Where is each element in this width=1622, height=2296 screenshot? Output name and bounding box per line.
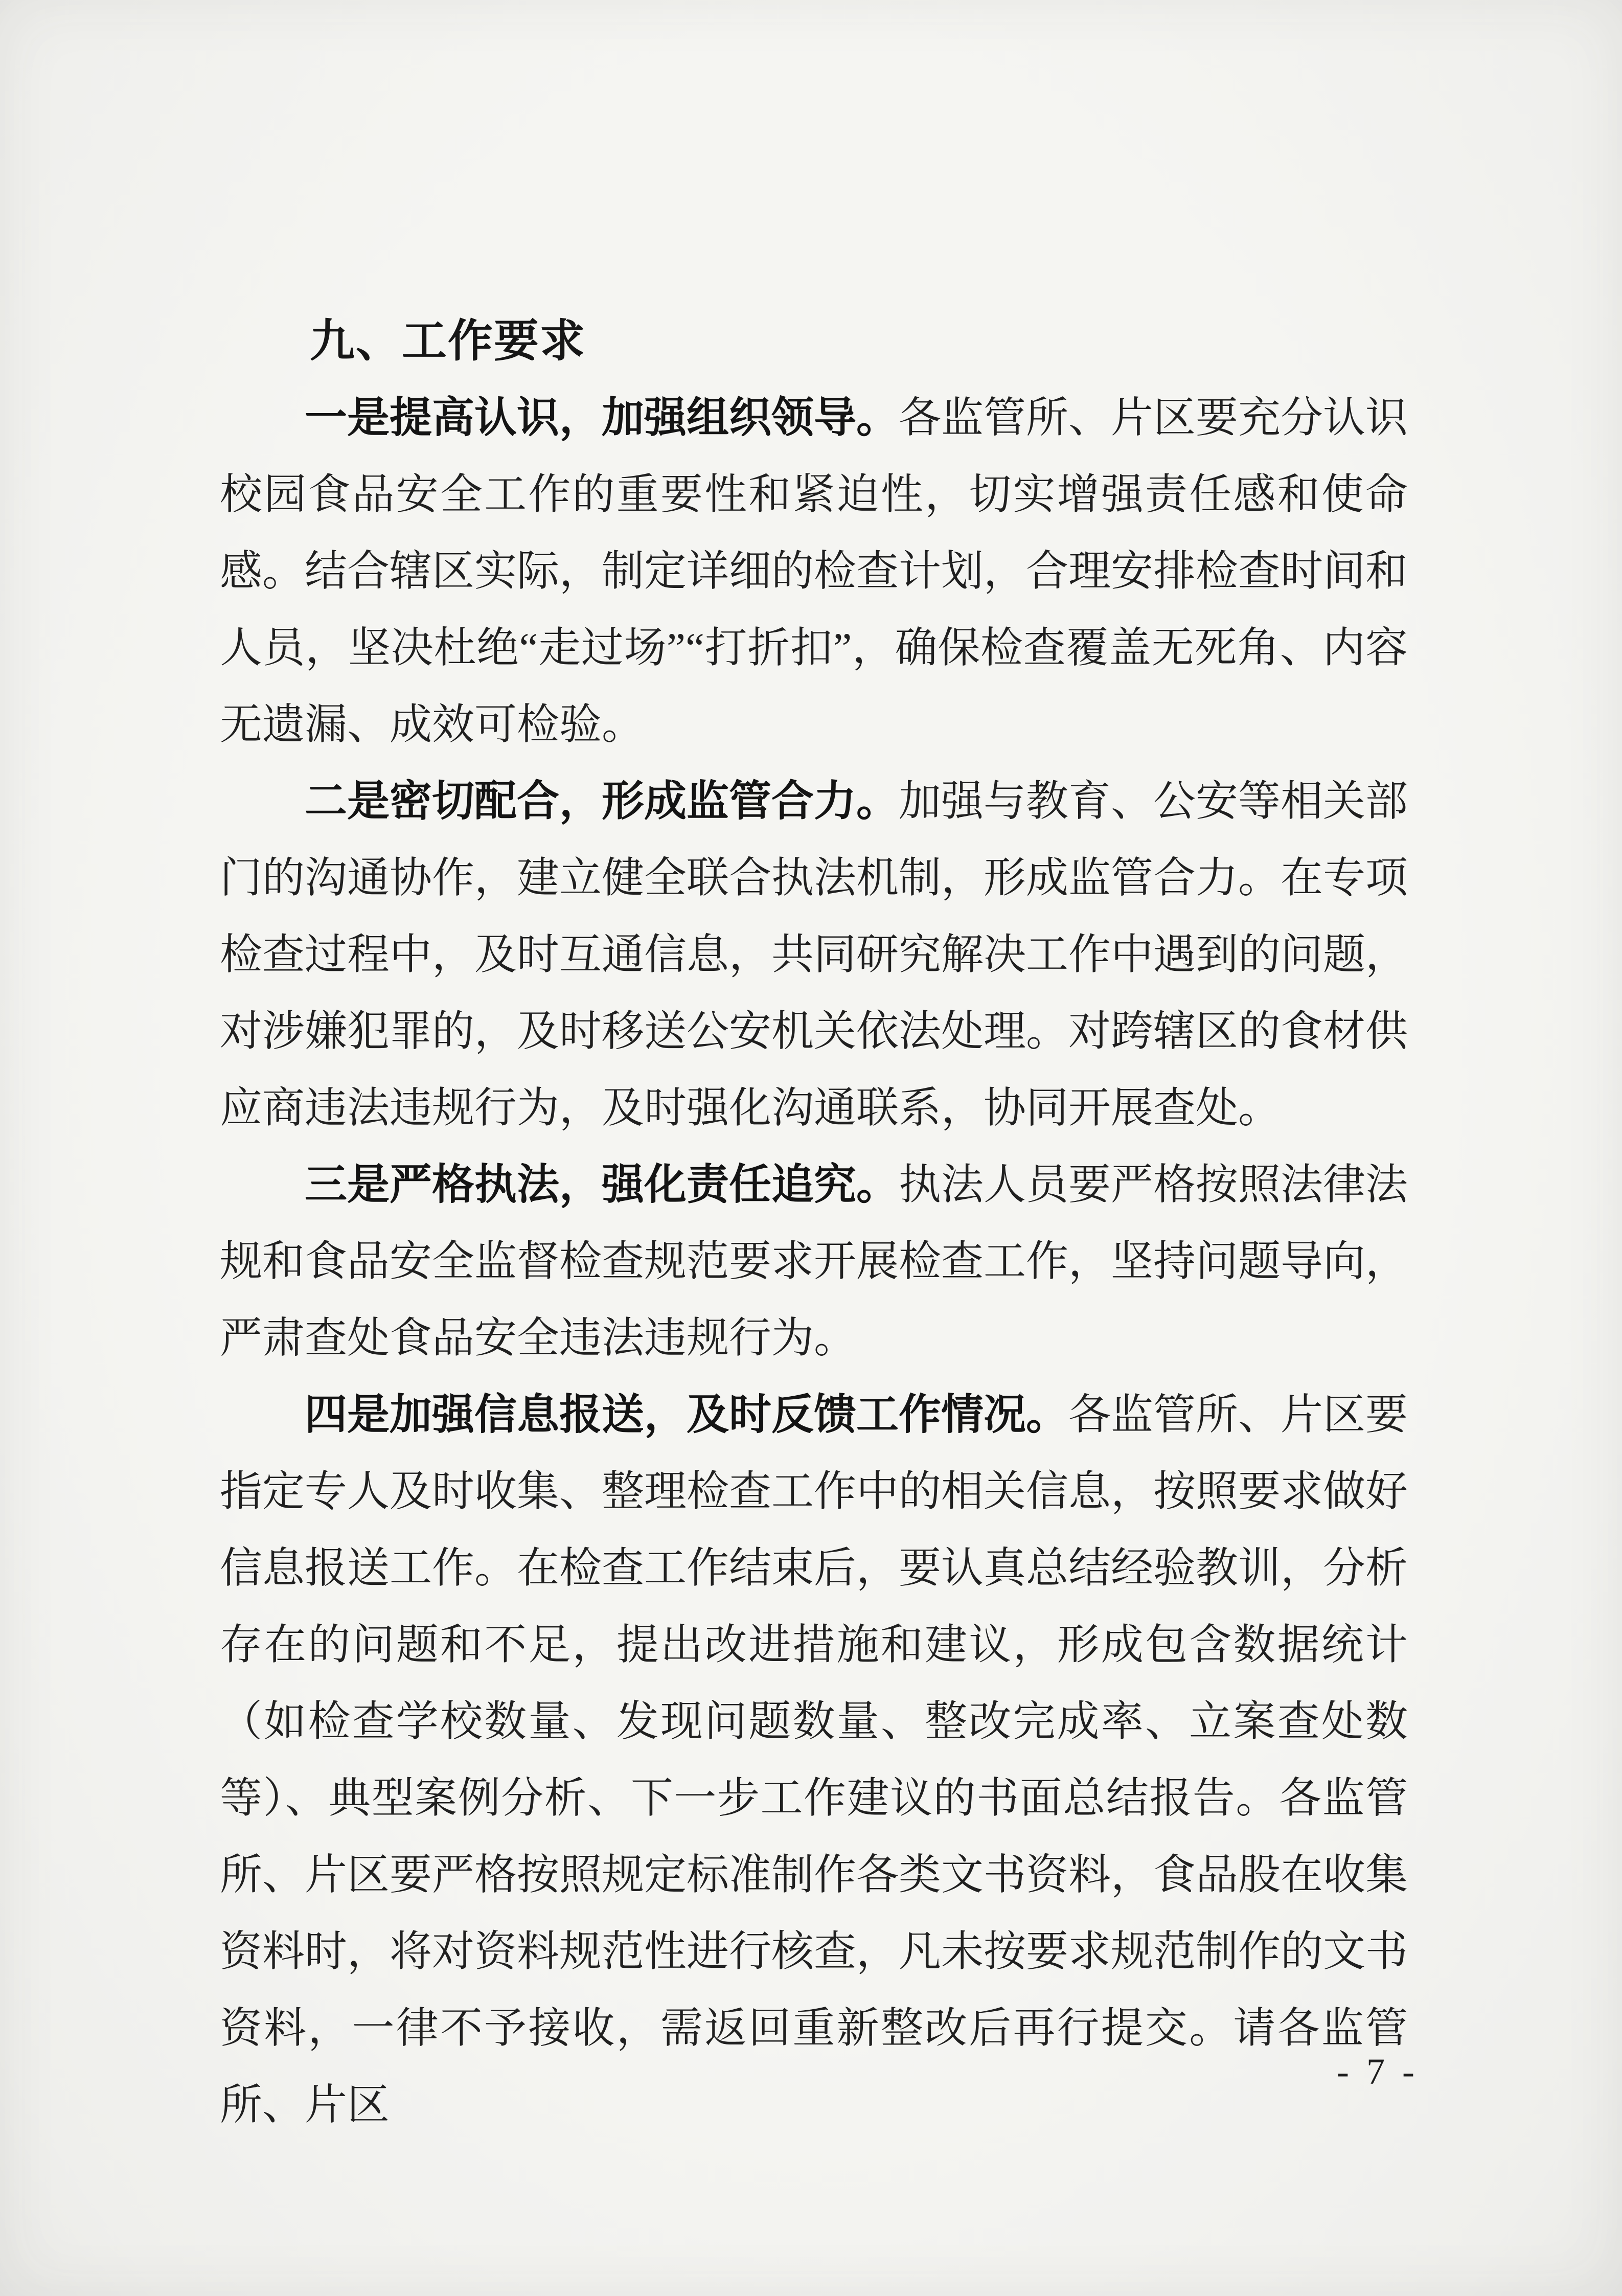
document-body bbox=[220, 303, 1408, 2143]
paragraph-3-lead: 三是严格执法，强化责任追究。 bbox=[305, 1161, 899, 1208]
paragraph-2-body: 加强与教育、公安等相关部门的沟通协作，建立健全联合执法机制，形成监管合力。在专项检查过程中，及时互通信息，共同研究解决工作中遇到的问题，对涉嫌犯罪的，及时移送公安机关依法处理。对跨辖区的食材供应商违法违规行为，及时强化沟通联系，协同开展查处。 bbox=[220, 778, 1408, 1131]
paragraph-1 bbox=[220, 379, 1408, 763]
paragraph-3 bbox=[220, 1146, 1408, 1376]
paragraph-1-lead: 一是提高认识，加强组织领导。 bbox=[305, 394, 899, 441]
paragraph-2-lead: 二是密切配合，形成监管合力。 bbox=[305, 778, 899, 825]
paragraph-1-body: 各监管所、片区要充分认识校园食品安全工作的重要性和紧迫性，切实增强责任感和使命感。结合辖区实际，制定详细的检查计划，合理安排检查时间和人员，坚决杜绝“走过场”“打折扣”，确保检查覆盖无死角、内容无遗漏、成效可检验。 bbox=[220, 394, 1408, 748]
page-number: - 7 - bbox=[1337, 2051, 1419, 2092]
paragraph-2 bbox=[220, 763, 1408, 1146]
paragraph-3-body: 执法人员要严格按照法律法规和食品安全监督检查规范要求开展检查工作，坚持问题导向，严肃查处食品安全违法违规行为。 bbox=[220, 1161, 1408, 1361]
paragraph-4-body: 各监管所、片区要指定专人及时收集、整理检查工作中的相关信息，按照要求做好信息报送工作。在检查工作结束后，要认真总结经验教训，分析存在的问题和不足，提出改进措施和建议，形成包含数据统计（如检查学校数量、发现问题数量、整改完成率、立案查处数等）、典型案例分析、下一步工作建议的书面总结报告。各监管所、片区要严格按照规定标准制作各类文书资料，食品股在收集资料时，将对资料规范性进行核查，凡未按要求规范制作的文书资料，一律不予接收，需返回重新整改后再行提交。请各监管所、片区 bbox=[220, 1391, 1408, 2128]
paragraph-4-lead: 四是加强信息报送，及时反馈工作情况。 bbox=[305, 1391, 1068, 1438]
section-heading: 九、工作要求 bbox=[310, 315, 586, 366]
paragraph-4 bbox=[220, 1376, 1408, 2143]
